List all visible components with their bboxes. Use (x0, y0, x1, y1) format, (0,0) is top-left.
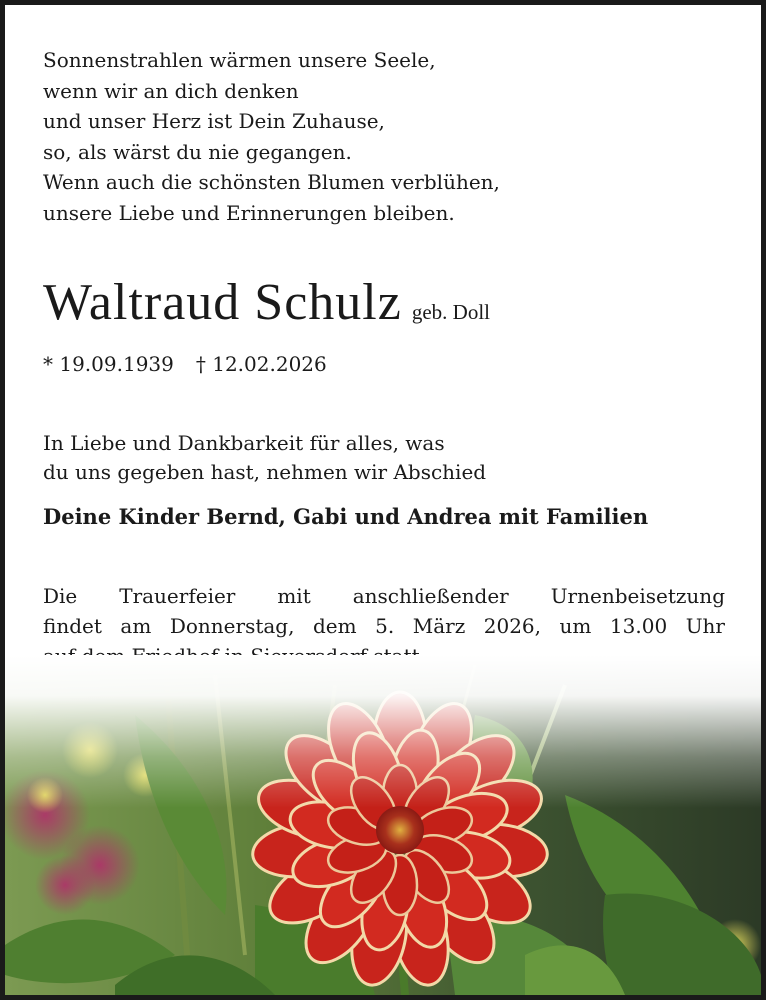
service-line: Die Trauerfeier mit anschließender Urnenbeisetzung (43, 584, 725, 608)
farewell-text (43, 429, 725, 487)
poem-line: unsere Liebe und Erinnerungen bleiben. (43, 200, 455, 225)
poem-line: Wenn auch die schönsten Blumen verblühen, (43, 170, 500, 194)
death-date: † 12.02.2026 (195, 352, 327, 376)
farewell-line: In Liebe und Dankbarkeit für alles, was (43, 431, 445, 455)
dahlia-photo (5, 655, 761, 995)
poem-line: wenn wir an dich denken (43, 78, 299, 103)
poem-line: so, als wärst du nie gegangen. (43, 139, 352, 164)
maiden-name: geb. Doll (411, 300, 490, 324)
deceased-name: Waltraud Schulz (43, 274, 402, 331)
deceased-name-row (43, 273, 725, 332)
poem (43, 45, 725, 228)
farewell-line: du uns gegeben hast, nehmen wir Abschied (43, 460, 487, 484)
service-line: findet am Donnerstag, dem 5. März 2026, um 13.00 Uhr (43, 614, 725, 638)
birth-date: * 19.09.1939 (43, 352, 174, 376)
life-dates (43, 352, 725, 376)
family-signature: Deine Kinder Bernd, Gabi und Andrea mit Familien (43, 504, 649, 529)
poem-line: und unser Herz ist Dein Zuhause, (43, 109, 385, 133)
poem-line: Sonnenstrahlen wärmen unsere Seele, (43, 48, 436, 72)
